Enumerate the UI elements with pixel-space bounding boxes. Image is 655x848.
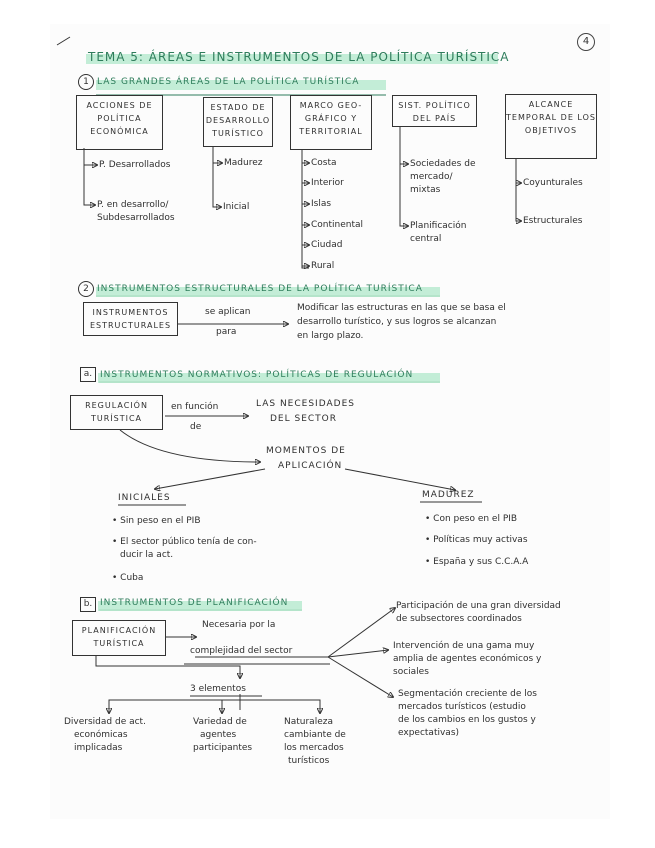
label-para: para [216, 327, 237, 337]
elements-label: 3 elementos [190, 684, 246, 694]
section-a-heading: INSTRUMENTOS NORMATIVOS: POLÍTICAS DE REGULACIÓN [100, 370, 414, 380]
box-planificacion-turistica: PLANIFICACIÓN TURÍSTICA [72, 620, 166, 656]
right-2-line-3: sociales [393, 667, 429, 677]
right-2-line-1: Intervención de una gama muy [393, 641, 535, 651]
box-acciones-politica: ACCIONES DE POLÍTICA ECONÓMICA [76, 95, 163, 150]
right-3-line-1: Segmentación creciente de los [398, 689, 537, 699]
need-line-1: Necesaria por la [202, 620, 276, 630]
item-estructurales: Estructurales [523, 216, 583, 226]
label-de: de [190, 422, 202, 432]
item-islas: Islas [311, 199, 332, 209]
box-estado-desarrollo: ESTADO DE DESARROLLO TURÍSTICO [203, 97, 273, 147]
section-2-number: 2 [78, 281, 94, 297]
section-a-letter: a. [80, 367, 96, 382]
iniciales-bullet-3: • Cuba [112, 573, 144, 583]
item-costa: Costa [311, 158, 337, 168]
section-2-heading: INSTRUMENTOS ESTRUCTURALES DE LA POLÍTICA TURÍSTICA [97, 284, 423, 294]
item-continental: Continental [311, 220, 364, 230]
iniciales-bullet-1: • Sin peso en el PIB [112, 516, 201, 526]
item-sociedades-mercado: Sociedades de mercado/ mixtas [410, 159, 476, 195]
item-madurez: Madurez [224, 158, 263, 168]
section-1-heading: LAS GRANDES ÁREAS DE LA POLÍTICA TURÍSTICA [97, 77, 360, 87]
s2-text-line-1: Modificar las estructuras en las que se basa el [297, 303, 506, 313]
el-2-line-3: participantes [193, 743, 253, 753]
target-necesidades: LAS NECESIDADES [256, 399, 355, 409]
iniciales-item-3: Cuba [120, 573, 144, 583]
label-se-aplican: se aplican [205, 307, 251, 317]
el-1-line-3: implicadas [74, 743, 123, 753]
madurez-bullet-1: • Con peso en el PIB [425, 514, 518, 524]
box-regulacion-turistica: REGULACIÓN TURÍSTICA [70, 395, 163, 430]
section-b-letter: b. [80, 597, 96, 612]
page-number: 4 [577, 33, 595, 51]
iniciales-item-2: El sector público tenía de con- [120, 537, 257, 547]
el-3-line-1: Naturaleza [284, 717, 333, 727]
item-coyunturales: Coyunturales [523, 178, 583, 188]
right-3-line-2: mercados turísticos (estudio [398, 702, 526, 712]
heading-iniciales: INICIALES [118, 493, 171, 503]
iniciales-item-2-cont: ducir la act. [120, 550, 174, 560]
target-del-sector: DEL SECTOR [270, 414, 338, 424]
right-3-line-4: expectativas) [398, 728, 460, 738]
box-sistema-politico: SIST. POLÍTICO DEL PAÍS [392, 95, 477, 127]
el-2-line-1: Variedad de [193, 717, 247, 727]
right-1-line-1: Participación de una gran diversidad [396, 601, 561, 611]
item-p-desarrollados: P. Desarrollados [99, 160, 171, 170]
madurez-item-3: España y sus C.C.A.A [433, 557, 529, 567]
item-p-en-desarrollo: P. en desarrollo/ Subdesarrollados [97, 200, 175, 223]
section-b-heading: INSTRUMENTOS DE PLANIFICACIÓN [100, 598, 289, 608]
section-1-number: 1 [78, 74, 94, 90]
heading-madurez: MADUREZ [422, 490, 475, 500]
madurez-bullet-2: • Políticas muy activas [425, 535, 528, 545]
label-en-funcion: en función [171, 402, 219, 412]
madurez-bullet-3: • España y sus C.C.A.A [425, 557, 529, 567]
el-3-line-2: cambiante de [284, 730, 346, 740]
item-ciudad: Ciudad [311, 240, 343, 250]
need-line-2: complejidad del sector [190, 646, 293, 656]
box-marco-geografico: MARCO GEO- GRÁFICO Y TERRITORIAL [290, 95, 372, 150]
item-inicial: Inicial [223, 202, 250, 212]
el-2-line-2: agentes [200, 730, 237, 740]
s2-text-line-2: desarrollo turístico, y sus logros se alcanzan [297, 317, 497, 327]
iniciales-item-1: Sin peso en el PIB [120, 516, 201, 526]
box-alcance-temporal: ALCANCE TEMPORAL DE LOS OBJETIVOS [505, 94, 597, 159]
s2-text-line-3: en largo plazo. [297, 331, 364, 341]
iniciales-bullet-2: • El sector público tenía de con- [112, 537, 257, 547]
item-interior: Interior [311, 178, 344, 188]
box-instrumentos-estructurales: INSTRUMENTOS ESTRUCTURALES [83, 302, 178, 336]
right-3-line-3: de los cambios en los gustos y [398, 715, 536, 725]
item-rural: Rural [311, 261, 335, 271]
page-title: TEMA 5: ÁREAS E INSTRUMENTOS DE LA POLÍTICA TURÍSTICA [88, 50, 510, 64]
el-3-line-3: los mercados [284, 743, 344, 753]
el-1-line-1: Diversidad de act. [64, 717, 146, 727]
madurez-item-1: Con peso en el PIB [433, 514, 518, 524]
madurez-item-2: Políticas muy activas [433, 535, 528, 545]
right-1-line-2: de subsectores coordinados [396, 614, 522, 624]
el-3-line-4: turísticos [288, 756, 330, 766]
right-2-line-2: amplia de agentes económicos y [393, 654, 542, 664]
item-planificacion-central: Planificación central [410, 221, 467, 244]
momentos-line-2: APLICACIÓN [278, 461, 343, 471]
el-1-line-2: económicas [74, 730, 128, 740]
momentos-line-1: MOMENTOS DE [266, 446, 346, 456]
